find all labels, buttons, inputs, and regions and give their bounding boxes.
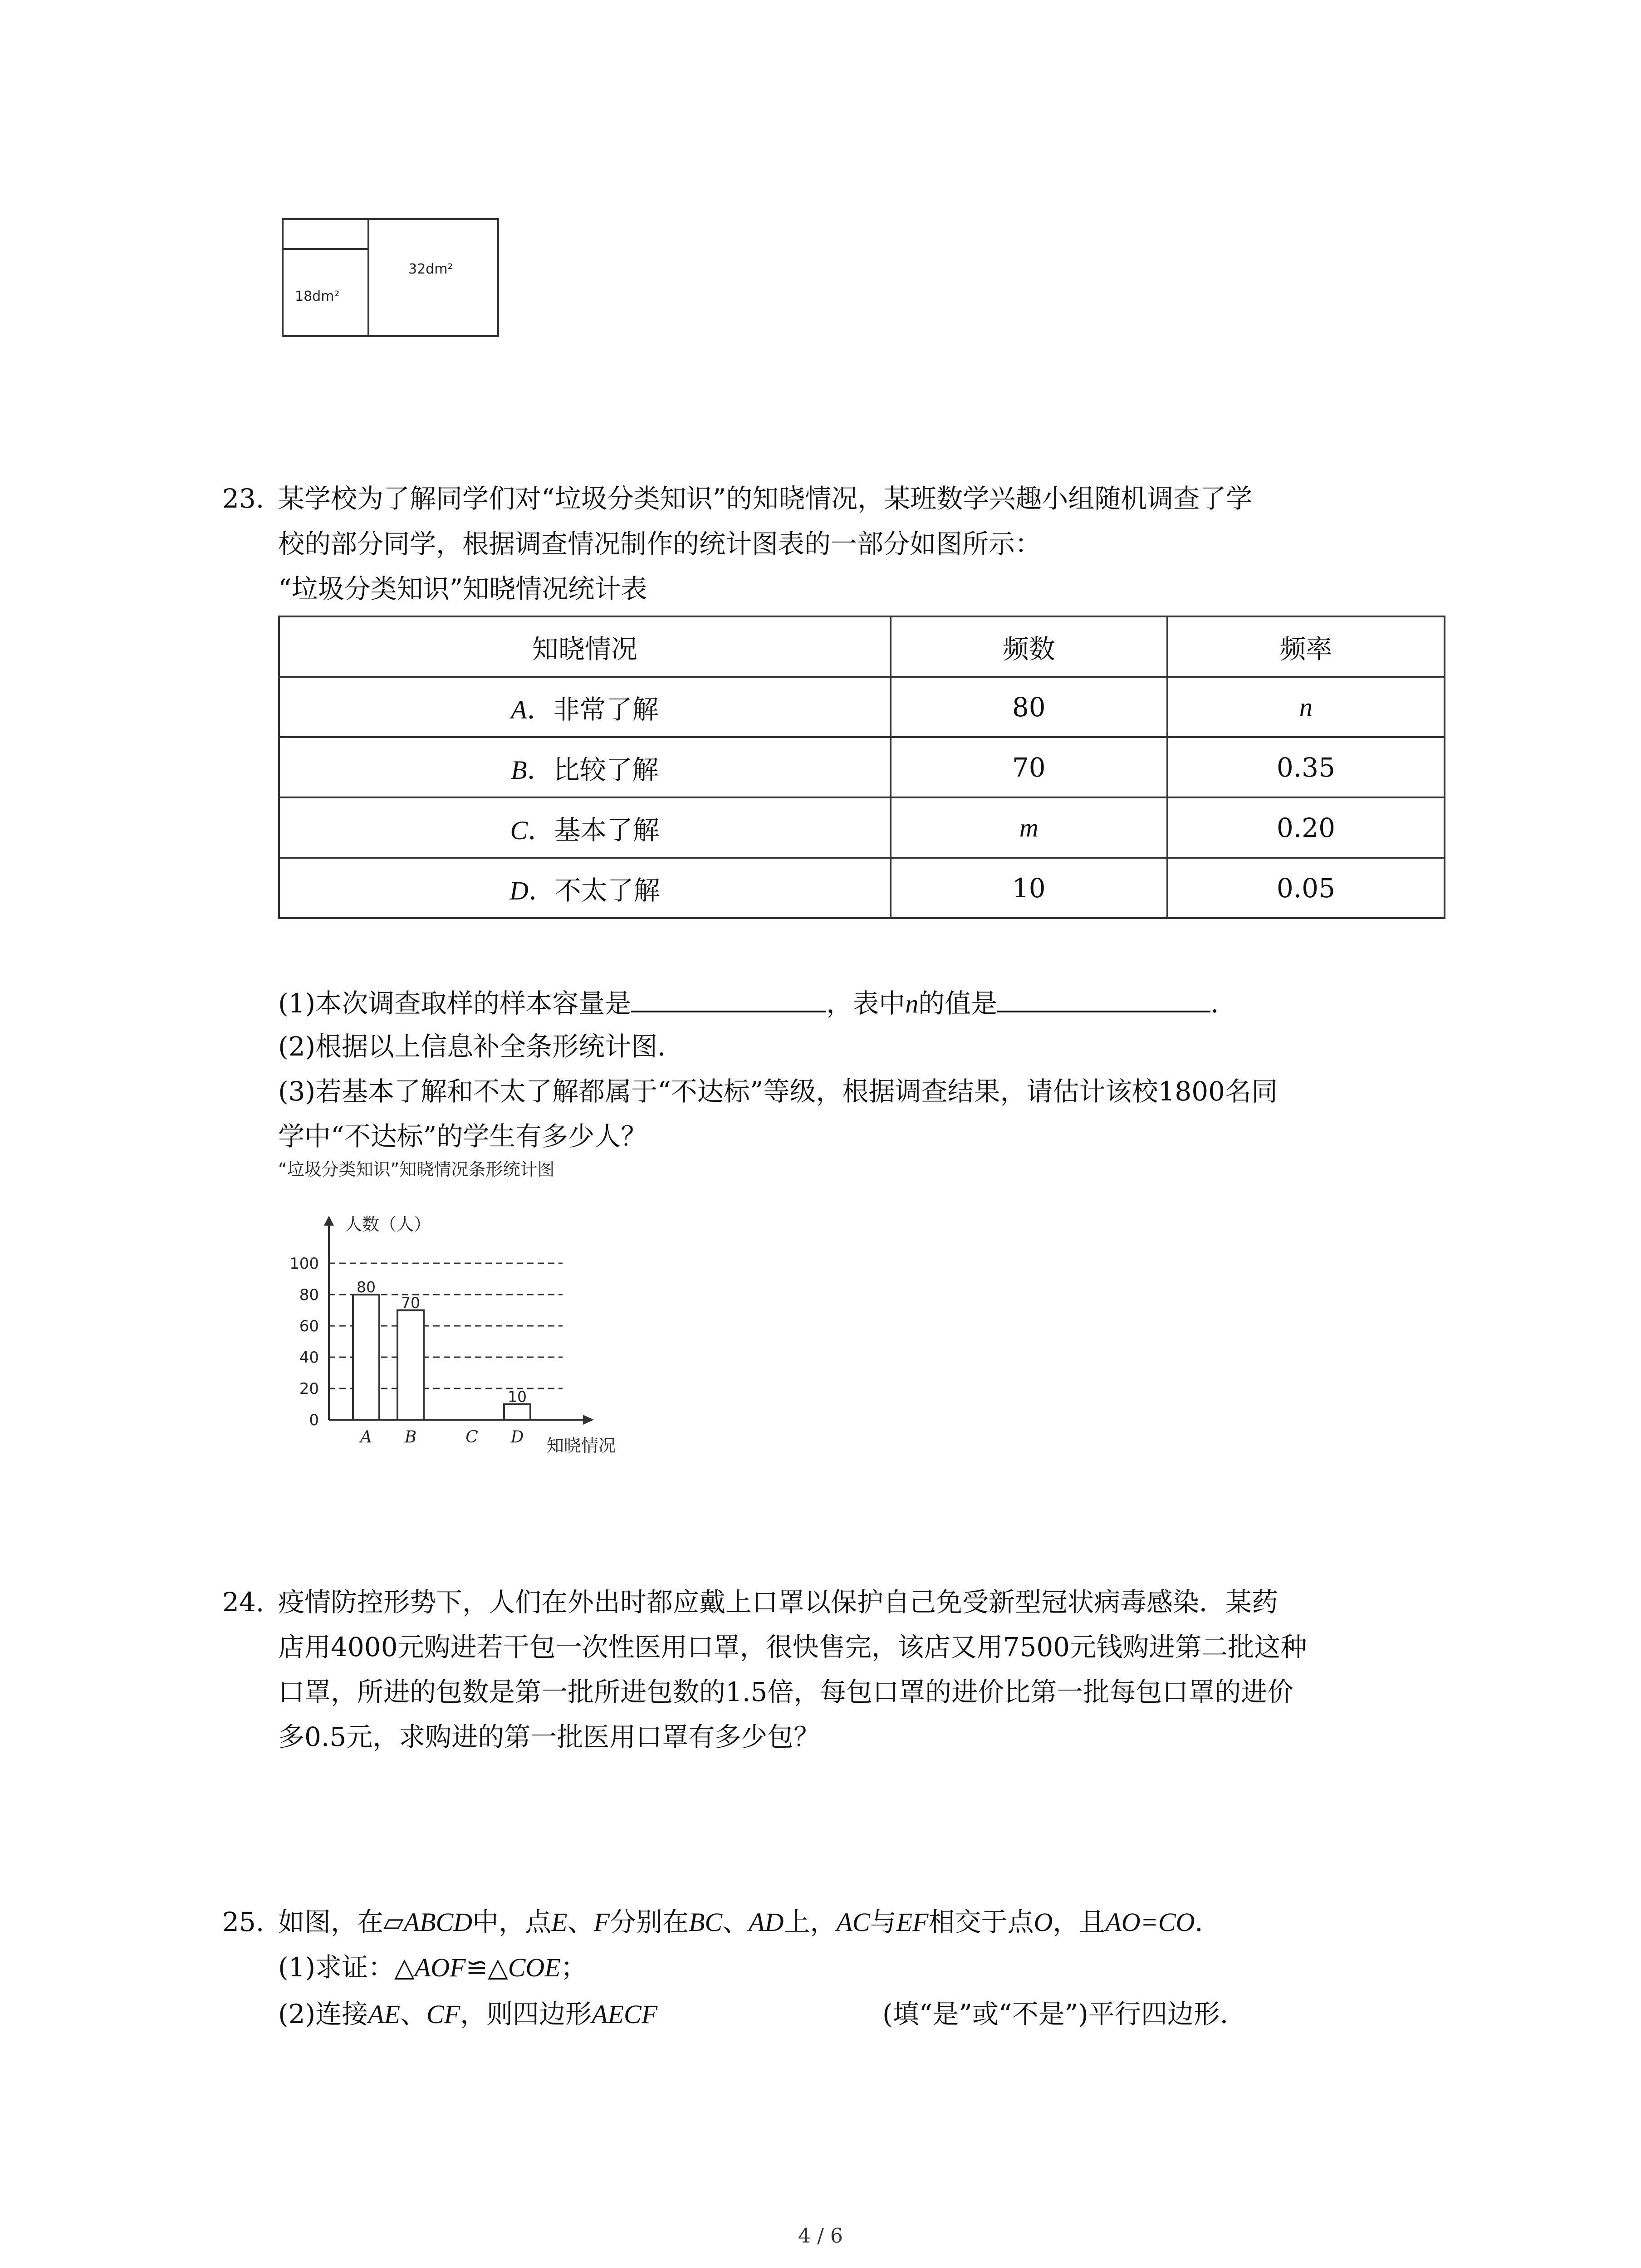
table-cell-frequency: 70 <box>891 737 1167 797</box>
q25-t: ，则四边形 <box>460 1999 592 2029</box>
q24-text-line3: 口罩，所进的包数是第一批所进包数的1.5倍，每包口罩的进价比第一批每包口罩的进价 <box>278 1677 1294 1707</box>
table-row <box>279 737 1445 797</box>
q25-math: AC <box>836 1907 870 1937</box>
table-cell-rate: n <box>1167 677 1445 737</box>
table-row <box>279 797 1445 858</box>
q23-text-line1: 某学校为了解同学们对“垃圾分类知识”的知晓情况，某班数学兴趣小组随机调查了学 <box>278 483 1253 514</box>
y-tick-label: 20 <box>299 1380 319 1398</box>
q23-sub1-mid2: 的值是 <box>918 988 998 1019</box>
q25-t: 、 <box>722 1906 749 1937</box>
q25-math: O <box>1034 1907 1053 1937</box>
category-label: ．基本了解 <box>528 814 660 846</box>
bar-data-label: 80 <box>357 1278 376 1296</box>
category-letter: D <box>509 875 529 905</box>
category-letter: B <box>511 755 527 785</box>
q25-math: E <box>551 1907 568 1937</box>
header-cell: 频数 <box>891 616 1167 677</box>
q23-sub1-var: n <box>905 989 919 1018</box>
category-label: ．比较了解 <box>527 754 659 785</box>
q25-t: ； <box>560 1952 587 1983</box>
page-number: 4 / 6 <box>798 2224 843 2248</box>
q23-sub2: (2)根据以上信息补全条形统计图． <box>278 1031 684 1062</box>
q25-math: AO=CO <box>1105 1907 1195 1937</box>
y-axis-arrow <box>324 1216 334 1226</box>
table-cell-category <box>279 677 891 737</box>
q23-sub1 <box>278 980 1237 1027</box>
q25-math: AD <box>749 1907 784 1937</box>
q25-math: CF <box>426 1999 460 2029</box>
q25-number: 25. <box>222 1906 265 1937</box>
q23-sub1-prefix: (1)本次调查取样的样本容量是 <box>278 988 632 1019</box>
q25-math: AE <box>368 1999 401 2029</box>
q23-number: 23. <box>222 483 265 514</box>
q25-t: ． <box>1195 1906 1221 1937</box>
q25-t: 上， <box>784 1906 837 1937</box>
q25-t: 中，点 <box>472 1906 552 1937</box>
q25-t: 与 <box>870 1906 896 1937</box>
category-letter: A <box>511 694 527 724</box>
q25-math: AECF <box>592 1999 658 2029</box>
q25-sub2-tail: (填“是”或“不是”)平行四边形． <box>882 1999 1246 2029</box>
q24-number: 24. <box>222 1587 265 1618</box>
q25-math: ABCD <box>403 1907 473 1937</box>
q25-t: 如图，在▱ <box>278 1906 404 1937</box>
y-tick-label: 80 <box>299 1286 319 1304</box>
table-header-row <box>279 616 1445 677</box>
q25-t: 分别在 <box>609 1906 689 1937</box>
right-area-label: 32dm² <box>408 261 453 277</box>
table-cell-category <box>279 797 891 858</box>
q25-math: BC <box>688 1907 723 1937</box>
table-cell-frequency: 80 <box>891 677 1167 737</box>
table-cell-rate: 0.05 <box>1167 858 1445 918</box>
q23-text-line2: 校的部分同学，根据调查情况制作的统计图表的一部分如图所示： <box>278 528 1042 559</box>
table-cell-frequency: m <box>891 797 1167 858</box>
q25-sub2 <box>278 1990 657 2038</box>
table-cell-category <box>279 858 891 918</box>
q23-sub3-line2: 学中“不达标”的学生有多少人？ <box>278 1121 647 1152</box>
q23-sub1-end: ． <box>1210 988 1237 1019</box>
bar <box>504 1404 530 1420</box>
q25-math: COE <box>508 1953 561 1982</box>
q25-t: ，且 <box>1053 1906 1106 1937</box>
q25-t: 相交于点 <box>928 1906 1034 1937</box>
q25-sub1 <box>278 1944 587 1991</box>
y-tick-label: 100 <box>289 1255 319 1273</box>
header-cell: 知晓情况 <box>279 616 891 677</box>
bar-chart <box>272 1198 662 1465</box>
category-letter: C <box>510 815 528 845</box>
category-label: ．非常了解 <box>527 694 659 725</box>
y-tick-label: 40 <box>299 1349 319 1367</box>
table-row <box>279 677 1445 737</box>
table-row <box>279 858 1445 918</box>
q23-sub1-mid: ，表中 <box>826 988 906 1019</box>
q24-text-line1: 疫情防控形势下，人们在外出时都应戴上口罩以保护自己免受新型冠状病毒感染．某药 <box>278 1587 1279 1618</box>
x-tick-label: B <box>404 1428 417 1447</box>
q25-math: EF <box>896 1907 929 1937</box>
q25-t: (1)求证：△ <box>278 1952 415 1983</box>
sample-size-blank[interactable] <box>631 982 826 1012</box>
bar <box>353 1295 379 1420</box>
q25-t: 、 <box>400 1999 427 2029</box>
left-area-label: 18dm² <box>295 288 340 304</box>
q25-t: 、 <box>567 1906 594 1937</box>
bar-data-label: 10 <box>508 1388 527 1406</box>
x-axis-label: 知晓情况 <box>547 1436 616 1456</box>
x-axis-arrow <box>583 1415 594 1425</box>
x-tick-label: D <box>510 1428 524 1447</box>
y-tick-label: 60 <box>299 1317 319 1335</box>
y-axis-label: 人数（人） <box>345 1214 431 1234</box>
table-cell-frequency: 10 <box>891 858 1167 918</box>
chart-title: “垃圾分类知识”知晓情况条形统计图 <box>278 1159 555 1179</box>
bar-data-label: 70 <box>401 1294 420 1312</box>
q24-text-line4: 多0.5元，求购进的第一批医用口罩有多少包？ <box>278 1721 820 1752</box>
outer-rectangle <box>283 219 498 336</box>
q23-sub3-line1: (3)若基本了解和不太了解都属于“不达标”等级，根据调查结果，请估计该校1800名同 <box>278 1076 1278 1107</box>
q25-t: ≌△ <box>465 1952 508 1983</box>
y-tick-label: 0 <box>309 1411 319 1429</box>
q25-t: (2)连接 <box>278 1999 368 2029</box>
table-cell-category <box>279 737 891 797</box>
q24-text-line2: 店用4000元购进若干包一次性医用口罩，很快售完，该店又用7500元钱购进第二批这种 <box>278 1632 1307 1662</box>
q25-math: F <box>593 1907 610 1937</box>
header-cell: 频率 <box>1167 616 1445 677</box>
category-label: ．不太了解 <box>528 875 660 906</box>
q23-table-caption: “垃圾分类知识”知晓情况统计表 <box>278 573 647 604</box>
bar <box>397 1310 424 1420</box>
area-figure <box>281 218 508 345</box>
table-cell-rate: 0.35 <box>1167 737 1445 797</box>
table-cell-rate: 0.20 <box>1167 797 1445 858</box>
q25-text-line1 <box>278 1898 1221 1946</box>
q25-math: AOF <box>414 1953 466 1982</box>
x-tick-label: C <box>465 1428 478 1447</box>
statistics-table <box>278 616 1445 919</box>
x-tick-label: A <box>360 1428 372 1447</box>
n-value-blank[interactable] <box>997 982 1210 1012</box>
